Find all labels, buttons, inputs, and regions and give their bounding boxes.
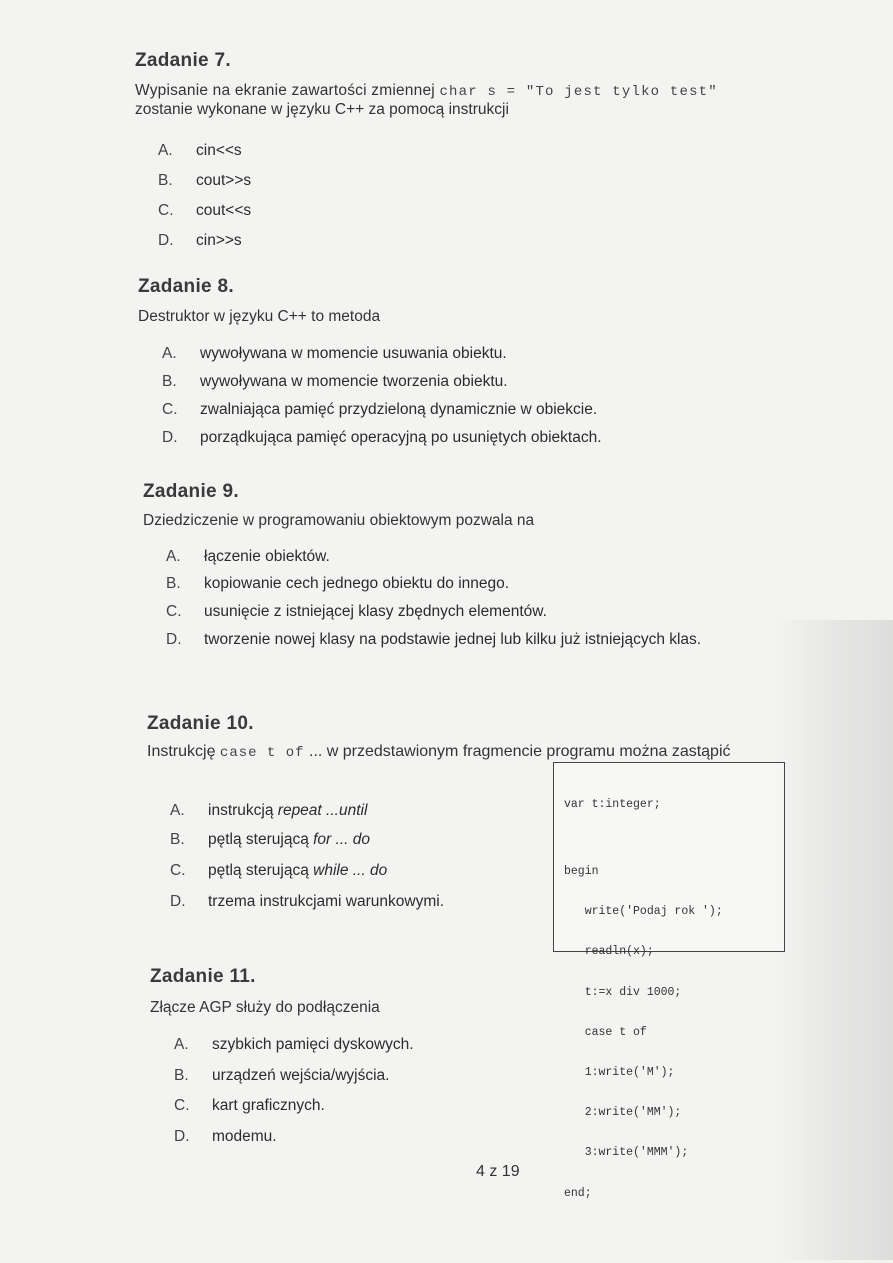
question-text: Destruktor w języku C++ to metoda [138, 308, 381, 325]
option-b[interactable]: B. wywoływana w momencie tworzenia obiektu. [162, 373, 508, 390]
inline-code: char s = "To jest tylko test" [439, 84, 718, 100]
question-title: Zadanie 8. [138, 276, 234, 297]
option-d[interactable]: D. porządkująca pamięć operacyjną po usuniętych obiektach. [162, 429, 602, 446]
option-d[interactable]: D. modemu. [174, 1128, 277, 1145]
option-b[interactable]: B. pętlą sterującą for ... do [170, 831, 370, 848]
option-a[interactable]: A. łączenie obiektów. [166, 548, 330, 565]
code-line: case t of [564, 1025, 647, 1039]
option-d[interactable]: D. trzema instrukcjami warunkowymi. [170, 893, 444, 910]
code-listing [553, 762, 785, 1200]
question-title: Zadanie 10. [147, 713, 254, 734]
option-a[interactable]: A. szybkich pamięci dyskowych. [174, 1036, 414, 1053]
question-text-cont: zostanie wykonane w języku C++ za pomocą instrukcji [135, 101, 509, 118]
option-c[interactable]: C. kart graficznych. [174, 1097, 325, 1114]
option-b[interactable]: B. kopiowanie cech jednego obiektu do innego. [166, 575, 510, 592]
inline-code: case t of [219, 745, 305, 761]
code-line: 2:write('MM'); [564, 1106, 682, 1120]
option-b[interactable]: B. urządzeń wejścia/wyjścia. [174, 1067, 390, 1084]
question-text: Złącze AGP służy do podłączenia [150, 999, 380, 1016]
question-text: Instrukcję case t of ... w przedstawionym fragmencie programu można zastąpić [147, 743, 731, 761]
scan-shadow [773, 620, 893, 1260]
code-line: var t:integer; [564, 797, 661, 811]
code-line: t:=x div 1000; [564, 985, 682, 999]
option-c[interactable]: C. zwalniająca pamięć przydzieloną dynamicznie w obiekcie. [162, 401, 598, 418]
code-line: 3:write('MMM'); [564, 1146, 689, 1160]
question-title: Zadanie 9. [143, 481, 239, 502]
code-line: 1:write('M'); [564, 1065, 675, 1079]
option-c[interactable]: C. pętlą sterującą while ... do [170, 862, 388, 879]
code-line: write('Podaj rok '); [564, 905, 723, 919]
option-c[interactable]: C. usunięcie z istniejącej klasy zbędnych elementów. [166, 603, 547, 620]
option-a[interactable]: A. wywoływana w momencie usuwania obiektu. [162, 345, 507, 362]
question-title: Zadanie 11. [150, 966, 256, 987]
page-number: 4 z 19 [476, 1163, 520, 1180]
question-text: Dziedziczenie w programowaniu obiektowym pozwala na [143, 512, 535, 529]
option-d[interactable]: D. cin>>s [158, 232, 242, 249]
question-title: Zadanie 7. [135, 50, 231, 71]
question-text: Wypisanie na ekranie zawartości zmiennej char s = "To jest tylko test" [135, 82, 718, 100]
option-b[interactable]: B. cout>>s [158, 172, 252, 189]
code-line: readln(x); [564, 945, 654, 959]
option-a[interactable]: A. cin<<s [158, 142, 242, 159]
option-c[interactable]: C. cout<<s [158, 202, 252, 219]
code-line: end; [564, 1186, 592, 1200]
option-d[interactable]: D. tworzenie nowej klasy na podstawie jednej lub kilku już istniejących klas. [166, 631, 702, 648]
option-a[interactable]: A. instrukcją repeat ...until [170, 802, 368, 819]
code-line: begin [564, 864, 599, 878]
